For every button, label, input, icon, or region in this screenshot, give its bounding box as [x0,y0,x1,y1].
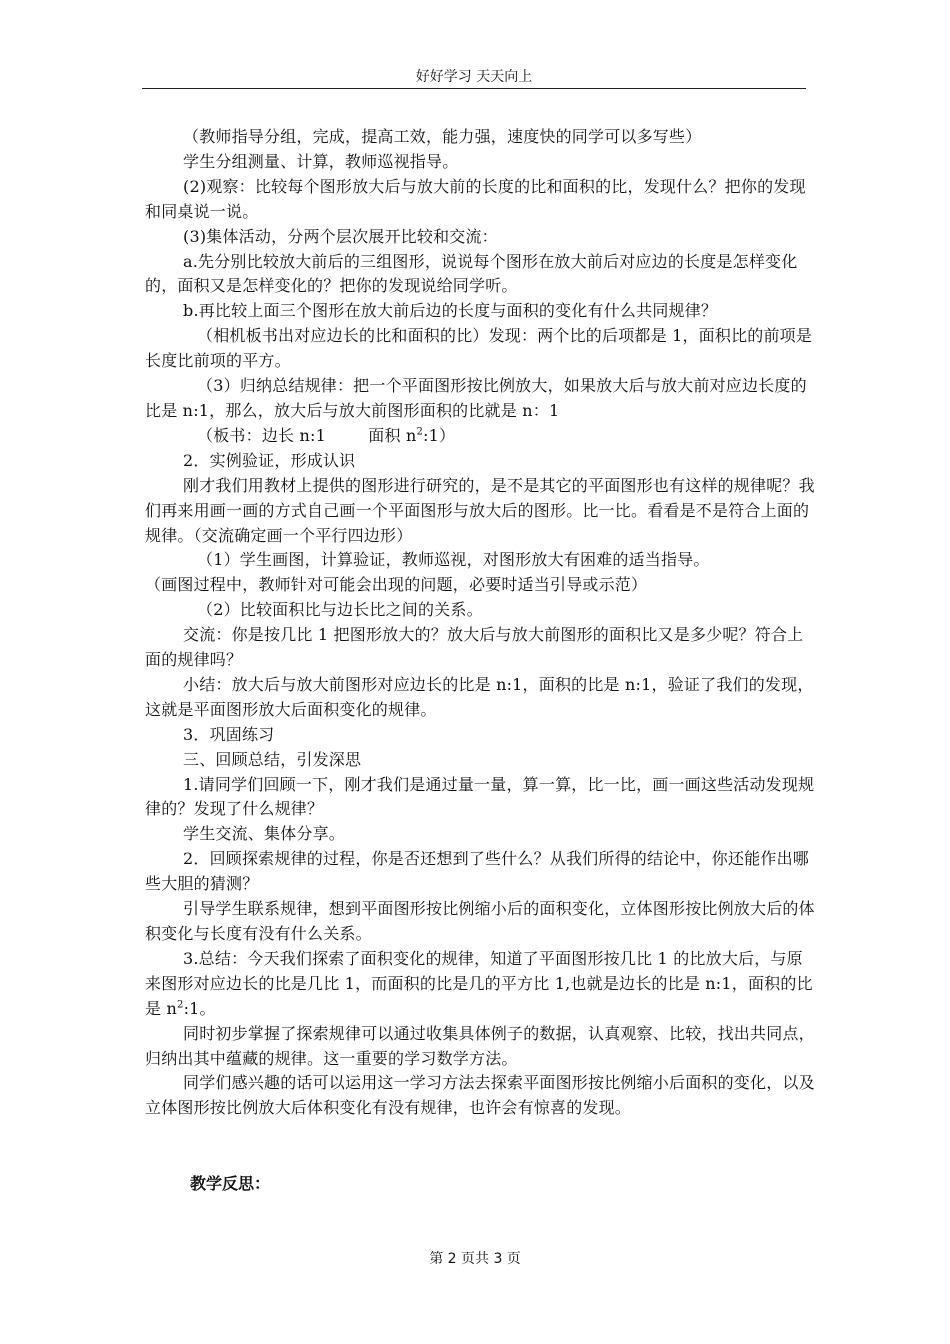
board-notes [145,424,817,449]
paragraph: 1.请同学们回顾一下，刚才我们是通过量一量，算一算，比一比，画一画这些活动发现规律的？发现了什么规律？ [145,774,815,819]
teaching-reflection-heading: 教学反思： [190,1174,271,1193]
paragraph: （3）归纳总结规律：把一个平面图形按比例放大，如果放大后与放大前对应边长度的比是 n:1，那么，放大后与放大前图形面积的比就是 n：1 [145,376,807,420]
paragraph: 交流：你是按几比 1 把图形放大的？放大后与放大前图形的面积比又是多少呢？符合上面的规律吗？ [145,625,804,670]
paragraph: 2．回顾探索规律的过程，你是否还想到了些什么？从我们所得的结论中，你还能作出哪些大胆的猜测？ [145,849,809,894]
page-footer [0,1248,950,1268]
paragraph: 3．巩固练习 [183,724,275,744]
page-number: 第 2 页共 3 页 [429,1251,521,1267]
paragraph: 引导学生联系规律，想到平面图形按比例缩小后的面积变化，立体图形按比例放大后的体积变化与长度有没有什么关系。 [145,899,815,943]
board-prefix: （板书：边长 n:1 [197,425,326,445]
board-ratio-end: :1） [423,425,456,445]
paragraph: 学生交流、集体分享。 [183,824,346,844]
paragraph: 三、回顾总结，引发深思 [183,749,362,769]
paragraph: （1）学生画图，计算验证，教师巡视，对图形放大有困难的适当指导。 [197,550,710,570]
summary-paragraph [145,947,817,1022]
paragraph: (3)集体活动，分两个层次展开比较和交流： [183,226,498,246]
paragraph: b.再比较上面三个图形在放大前后边的长度与面积的变化有什么共同规律？ [183,301,718,321]
paragraph: （教师指导分组，完成，提高工效，能力强，速度快的同学可以多写些） [183,127,702,146]
board-exponent: 2 [416,426,424,438]
paragraph: 同时初步掌握了探索规律可以通过收集具体例子的数据，认真观察、比较，找出共同点，归纳出其中蕴藏的规律。这一重要的学习数学方法。 [145,1023,815,1068]
page-header [142,66,806,89]
summary-text: 3.总结：今天我们探索了面积变化的规律，知道了平面图形按几比 1 的比放大后，与原来图形对应边长的比是几比 1，而面积的比是几的平方比 1,也就是边长的比是 n:1，面积的比是 n [145,948,813,1018]
paragraph: 刚才我们用教材上提供的图形进行研究的，是不是其它的平面图形也有这样的规律呢？我们再来用画一画的方式自己画一个平面图形与放大后的图形。比一比。看看是不是符合上面的规律。（交流确定画一个平行四边形） [145,475,815,545]
paragraph: （相机板书出对应边长的比和面积的比）发现：两个比的后项都是 1，面积比的前项是长度比前项的平方。 [145,326,813,371]
paragraph: （画图过程中，教师针对可能会出现的问题，必要时适当引导或示范） [145,575,648,595]
paragraph: (2)观察：比较每个图形放大后与放大前的长度的比和面积的比，发现什么？把你的发现和同桌说一说。 [145,176,806,221]
paragraph: （2）比较面积比与边长比之间的关系。 [197,600,483,620]
paragraph: 小结：放大后与放大前图形对应边长的比是 n:1，面积的比是 n:1，验证了我们的发现，这就是平面图形放大后面积变化的规律。 [145,674,814,719]
summary-exponent: 2 [177,999,184,1011]
paragraph: 同学们感兴趣的话可以运用这一学习方法去探索平面图形按比例缩小后面积的变化，以及立体图形按比例放大后体积变化有没有规律，也许会有惊喜的发现。 [145,1073,815,1118]
paragraph: 2．实例验证，形成认识 [183,450,356,470]
summary-ratio-end: :1。 [183,998,216,1018]
paragraph: 学生分组测量、计算，教师巡视指导。 [183,151,459,171]
board-area: 面积 n [368,425,417,445]
header-title: 好好学习 天天向上 [415,69,533,85]
paragraph: a.先分别比较放大前后的三组图形，说说每个图形在放大前后对应边的长度是怎样变化的，面积又是怎样变化的？把你的发现说给同学听。 [145,251,798,296]
document-body [145,125,817,1121]
